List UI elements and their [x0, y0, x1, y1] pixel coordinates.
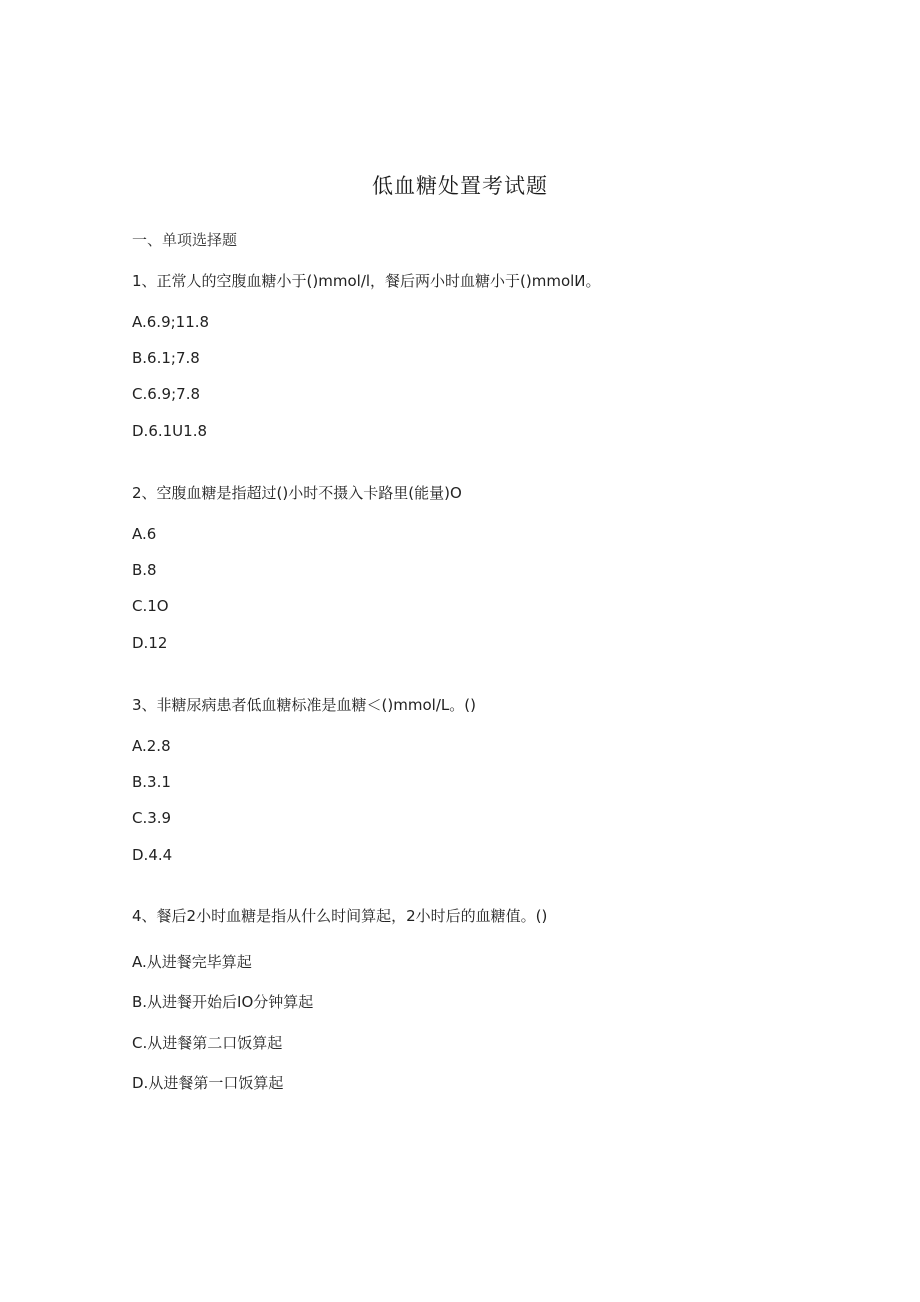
question-2: 2、空腹血糖是指超过()小时不摄入卡路里(能量)O	[132, 484, 462, 502]
question-4-option-b: B.从进餐开始后IO分钟算起	[132, 993, 314, 1011]
section-heading: 一、单项选择题	[132, 231, 238, 249]
question-1: 1、正常人的空腹血糖小于()mmol/l，餐后两小时血糖小于()mmolИ。	[132, 272, 601, 290]
question-3-option-d: D.4.4	[132, 846, 173, 864]
question-1-option-b: B.6.1;7.8	[132, 349, 200, 367]
question-4-option-c: C.从进餐第二口饭算起	[132, 1034, 283, 1052]
question-3-option-a: A.2.8	[132, 737, 171, 755]
question-4-option-a: A.从进餐完毕算起	[132, 953, 252, 971]
question-2-option-a: A.6	[132, 525, 157, 543]
question-2-option-d: D.12	[132, 634, 168, 652]
question-4-option-d: D.从进餐第一口饭算起	[132, 1074, 284, 1092]
question-3: 3、非糖尿病患者低血糖标准是血糖＜()mmol/L。()	[132, 696, 476, 714]
question-2-option-c: C.1O	[132, 597, 169, 615]
question-3-option-b: B.3.1	[132, 773, 171, 791]
question-2-option-b: B.8	[132, 561, 157, 579]
question-1-option-a: A.6.9;11.8	[132, 313, 210, 331]
document-title: 低血糖处置考试题	[372, 174, 548, 198]
question-4: 4、餐后2小时血糖是指从什么时间算起，2小时后的血糖值。()	[132, 907, 548, 925]
question-1-option-c: C.6.9;7.8	[132, 385, 201, 403]
question-1-option-d: D.6.1U1.8	[132, 422, 208, 440]
question-3-option-c: C.3.9	[132, 809, 172, 827]
